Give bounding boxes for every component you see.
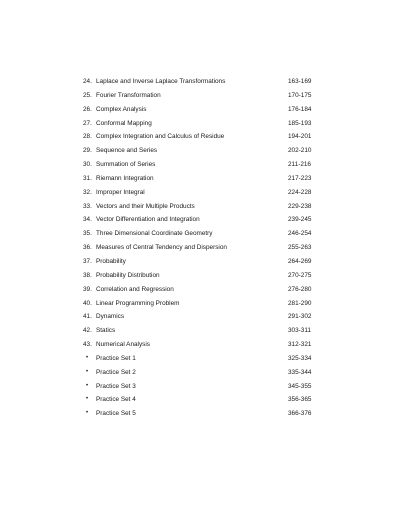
toc-entry-practice-set[interactable] <box>83 380 315 394</box>
toc-entry[interactable] <box>83 172 315 186</box>
page-range: 291-302 <box>288 313 312 321</box>
toc-entry[interactable] <box>83 130 315 144</box>
chapter-title: Improper Integral <box>96 188 145 196</box>
toc-entry[interactable] <box>83 324 315 338</box>
practice-set-title: Practice Set 2 <box>96 368 136 376</box>
toc-entry[interactable] <box>83 227 315 241</box>
chapter-title: Probability Distribution <box>96 271 160 279</box>
page-range: 229-238 <box>288 202 312 210</box>
chapter-title: Correlation and Regression <box>96 285 174 293</box>
toc-entry[interactable] <box>83 213 315 227</box>
page-range: 335-344 <box>288 368 312 376</box>
practice-set-title: Practice Set 5 <box>96 410 136 418</box>
chapter-number: 39. <box>83 285 92 293</box>
page-range: 217-223 <box>288 174 312 182</box>
page-range: 170-175 <box>288 91 312 99</box>
chapter-number: 24. <box>83 78 92 85</box>
toc-entry[interactable] <box>83 297 315 311</box>
page-range: 281-290 <box>288 299 312 307</box>
chapter-number: 41. <box>83 313 92 321</box>
page-range: 211-216 <box>288 161 311 169</box>
page-range: 303-311 <box>288 327 311 335</box>
chapter-title: Vectors and their Multiple Products <box>96 202 195 210</box>
page-range: 255-263 <box>288 244 312 252</box>
table-of-contents <box>83 75 315 421</box>
chapter-title: Fourier Transformation <box>96 91 161 99</box>
bullet-icon: • <box>86 382 89 389</box>
chapter-title: Measures of Central Tendency and Dispersion <box>96 244 227 252</box>
toc-entry-practice-set[interactable] <box>83 352 315 366</box>
toc-entry[interactable] <box>83 144 315 158</box>
toc-entry[interactable] <box>83 241 315 255</box>
chapter-title: Probability <box>96 257 126 265</box>
chapter-title: Numerical Analysis <box>96 341 150 349</box>
toc-entry[interactable] <box>83 283 315 297</box>
practice-set-title: Practice Set 4 <box>96 396 136 404</box>
chapter-number: 27. <box>83 119 92 127</box>
chapter-number: 31. <box>83 174 92 182</box>
page-range: 276-280 <box>288 285 312 293</box>
chapter-number: 30. <box>83 161 92 169</box>
page-range: 185-193 <box>288 119 312 127</box>
toc-entry[interactable] <box>83 200 315 214</box>
chapter-number: 34. <box>83 216 92 224</box>
toc-entry[interactable] <box>83 255 315 269</box>
chapter-title: Vector Differentiation and Integration <box>96 216 200 224</box>
page-range: 194-201 <box>288 133 312 141</box>
page-range: 239-245 <box>288 216 312 224</box>
toc-entry[interactable] <box>83 117 315 131</box>
chapter-number: 38. <box>83 271 92 279</box>
bullet-icon: • <box>86 396 89 403</box>
chapter-number: 40. <box>83 299 92 307</box>
page-range: 356-365 <box>288 396 312 404</box>
bullet-icon: • <box>86 368 89 375</box>
toc-entry-practice-set[interactable] <box>83 366 315 380</box>
toc-entry-practice-set[interactable] <box>83 407 315 421</box>
chapter-number: 25. <box>83 91 92 99</box>
toc-entry[interactable] <box>83 158 315 172</box>
chapter-number: 43. <box>83 341 92 349</box>
practice-set-title: Practice Set 3 <box>96 382 136 390</box>
chapter-title: Three Dimensional Coordinate Geometry <box>96 230 213 238</box>
page-range: 264-269 <box>288 257 312 265</box>
chapter-number: 28. <box>83 133 92 141</box>
chapter-number: 26. <box>83 105 92 113</box>
page-range: 163-169 <box>288 78 312 85</box>
chapter-title: Statics <box>96 327 116 335</box>
chapter-number: 37. <box>83 257 92 265</box>
chapter-number: 36. <box>83 244 92 252</box>
chapter-number: 32. <box>83 188 92 196</box>
chapter-number: 29. <box>83 147 92 155</box>
page-range: 325-334 <box>288 354 312 362</box>
page-range: 366-376 <box>288 410 312 418</box>
page-range: 246-254 <box>288 230 312 238</box>
bullet-icon: • <box>86 410 89 417</box>
page-range: 345-355 <box>288 382 312 390</box>
chapter-title: Dynamics <box>96 313 125 321</box>
chapter-title: Linear Programming Problem <box>96 299 180 307</box>
page-range: 176-184 <box>288 105 312 113</box>
chapter-title: Riemann Integration <box>96 174 154 182</box>
page-range: 270-275 <box>288 271 312 279</box>
bullet-icon: • <box>86 354 89 361</box>
page-range: 202-210 <box>288 147 312 155</box>
toc-entry[interactable] <box>83 103 315 117</box>
chapter-title: Conformal Mapping <box>96 119 152 127</box>
chapter-title: Complex Analysis <box>96 105 147 113</box>
chapter-title: Sequence and Series <box>96 147 158 155</box>
chapter-title: Complex Integration and Calculus of Residue <box>96 133 225 141</box>
toc-entry[interactable] <box>83 75 315 89</box>
chapter-number: 35. <box>83 230 92 238</box>
toc-entry[interactable] <box>83 89 315 103</box>
toc-entry-practice-set[interactable] <box>83 393 315 407</box>
page-range: 312-321 <box>288 341 312 349</box>
toc-entry[interactable] <box>83 310 315 324</box>
chapter-title: Summation of Series <box>96 161 156 169</box>
toc-entry[interactable] <box>83 186 315 200</box>
chapter-number: 33. <box>83 202 92 210</box>
page-range: 224-228 <box>288 188 312 196</box>
chapter-title: Laplace and Inverse Laplace Transformations <box>96 78 226 85</box>
chapter-number: 42. <box>83 327 92 335</box>
toc-entry[interactable] <box>83 269 315 283</box>
practice-set-title: Practice Set 1 <box>96 354 136 362</box>
toc-entry[interactable] <box>83 338 315 352</box>
